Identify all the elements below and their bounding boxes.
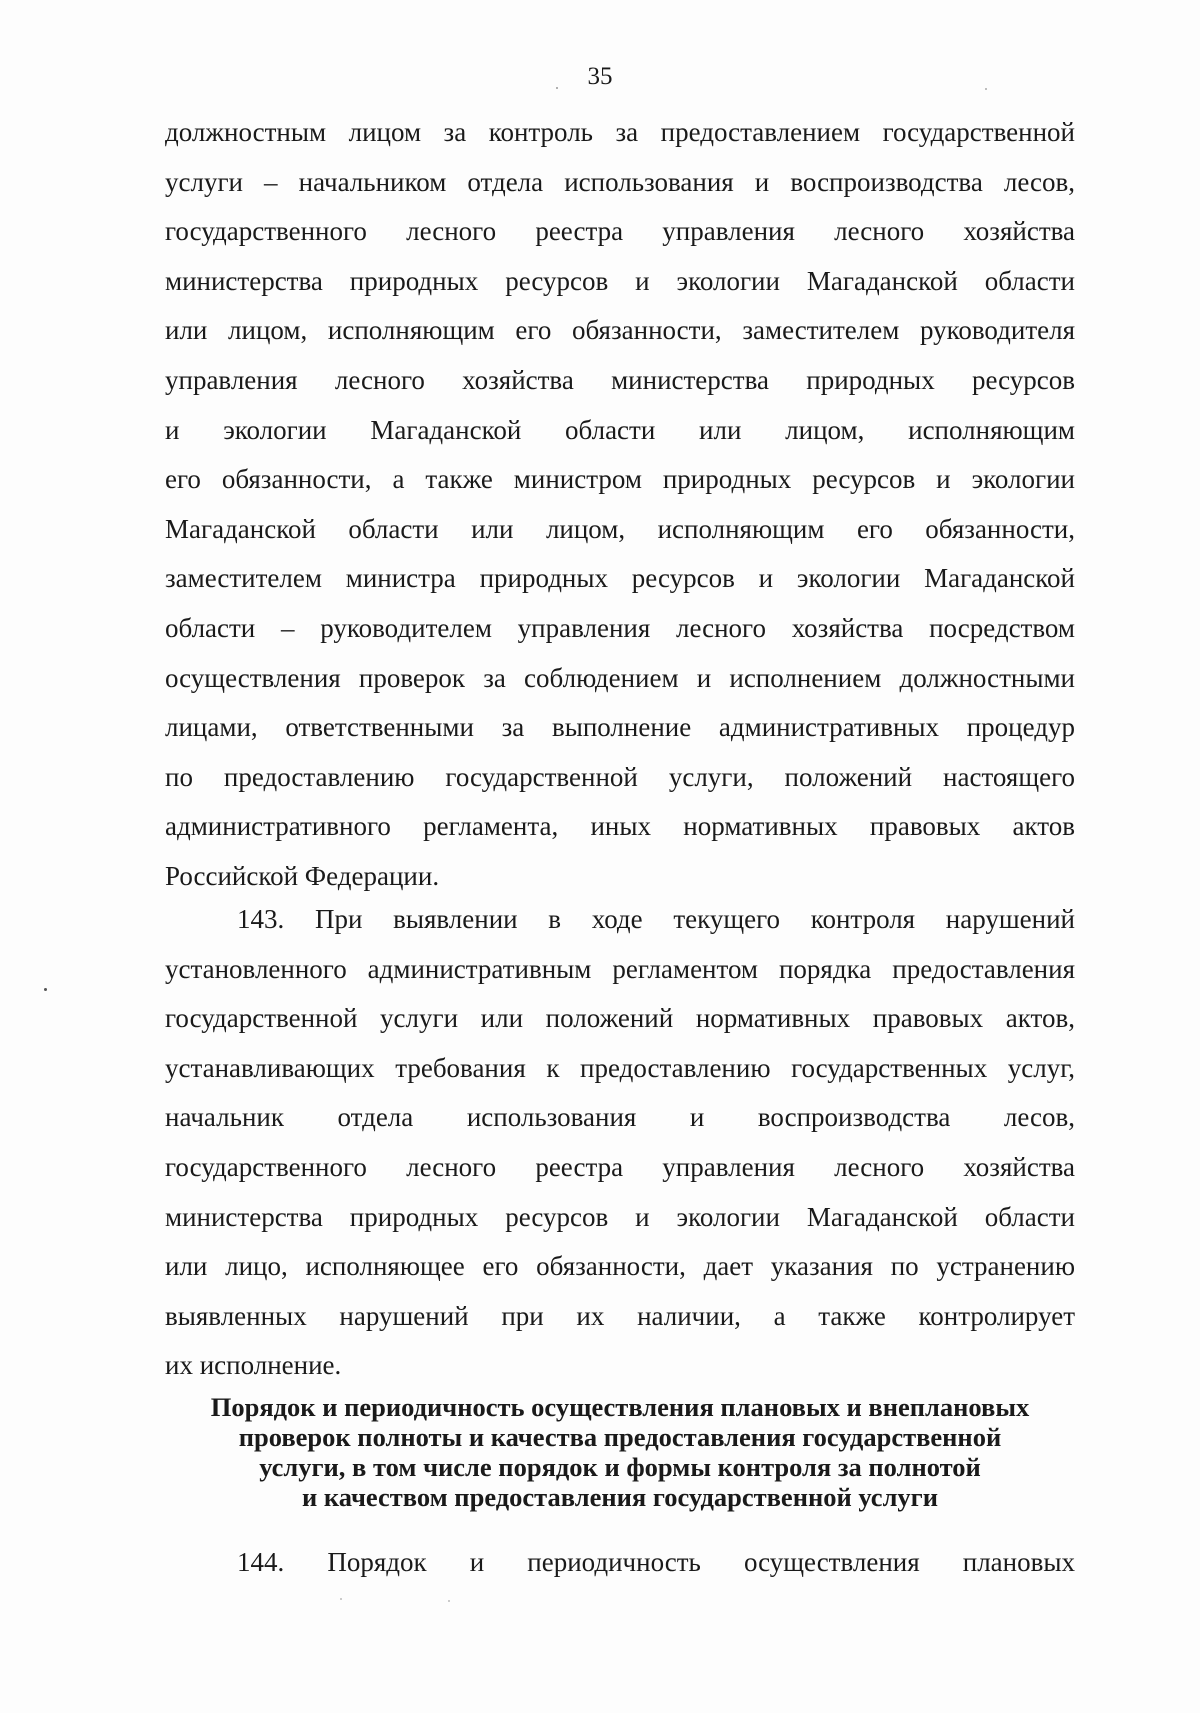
text-line: 143. При выявлении в ходе текущего контроля нарушений bbox=[237, 904, 1075, 934]
text-line: осуществления проверок за соблюдением и исполнением должностными bbox=[165, 662, 1075, 693]
text-line: по предоставлению государственной услуги, положений настоящего bbox=[165, 761, 1075, 792]
text-line: начальник отдела использования и воспроизводства лесов, bbox=[165, 1102, 1075, 1133]
text-line: административного регламента, иных нормативных правовых актов bbox=[165, 811, 1075, 842]
heading-line: проверок полноты и качества предоставления государственной bbox=[238, 1422, 1002, 1452]
text-line: его обязанности, а также министром природных ресурсов и экологии bbox=[165, 464, 1075, 495]
text-line: и экологии Магаданской области или лицом, исполняющим bbox=[165, 414, 1075, 445]
paragraph-143 bbox=[165, 895, 1075, 1391]
text-line: установленного административным регламентом порядка предоставления bbox=[165, 953, 1075, 984]
text-line: должностным лицом за контроль за предоставлением государственной bbox=[165, 117, 1075, 147]
scan-speck bbox=[985, 88, 987, 90]
text-line: министерства природных ресурсов и экологии Магаданской области bbox=[165, 1201, 1075, 1232]
text-line: 144. Порядок и периодичность осуществления плановых bbox=[237, 1547, 1075, 1577]
section-heading bbox=[150, 1392, 1090, 1512]
text-line: области – руководителем управления лесного хозяйства посредством bbox=[165, 612, 1075, 643]
text-line: заместителем министра природных ресурсов и экологии Магаданской bbox=[165, 563, 1075, 594]
page-number: 35 bbox=[587, 63, 613, 90]
text-line: государственного лесного реестра управления лесного хозяйства bbox=[165, 216, 1075, 247]
text-line: Российской Федерации. bbox=[165, 860, 440, 891]
text-line: государственной услуги или положений нормативных правовых актов, bbox=[165, 1003, 1075, 1034]
text-line: выявленных нарушений при их наличии, а также контролирует bbox=[165, 1300, 1075, 1331]
text-line: устанавливающих требования к предоставлению государственных услуг, bbox=[165, 1052, 1075, 1083]
text-line: министерства природных ресурсов и экологии Магаданской области bbox=[165, 265, 1075, 296]
scan-speck bbox=[44, 988, 47, 991]
heading-line: Порядок и периодичность осуществления плановых и внеплановых bbox=[210, 1392, 1030, 1422]
heading-line: услуги, в том числе порядок и формы контроля за полнотой bbox=[259, 1452, 981, 1482]
heading-line: и качеством предоставления государственной услуги bbox=[302, 1482, 938, 1512]
scan-speck bbox=[448, 1600, 450, 1602]
text-line: лицами, ответственными за выполнение административных процедур bbox=[165, 712, 1075, 743]
scan-speck bbox=[340, 1598, 342, 1600]
paragraph-continuation bbox=[165, 108, 1075, 902]
text-line: их исполнение. bbox=[165, 1350, 342, 1381]
text-line: Магаданской области или лицом, исполняющим его обязанности, bbox=[165, 513, 1075, 544]
paragraph-144 bbox=[165, 1538, 1075, 1588]
text-line: управления лесного хозяйства министерства природных ресурсов bbox=[165, 364, 1075, 395]
text-line: или лицом, исполняющим его обязанности, заместителем руководителя bbox=[165, 315, 1075, 346]
text-line: государственного лесного реестра управления лесного хозяйства bbox=[165, 1151, 1075, 1182]
text-line: услуги – начальником отдела использования и воспроизводства лесов, bbox=[165, 166, 1075, 197]
text-line: или лицо, исполняющее его обязанности, дает указания по устранению bbox=[165, 1251, 1075, 1282]
scan-speck bbox=[556, 87, 558, 89]
